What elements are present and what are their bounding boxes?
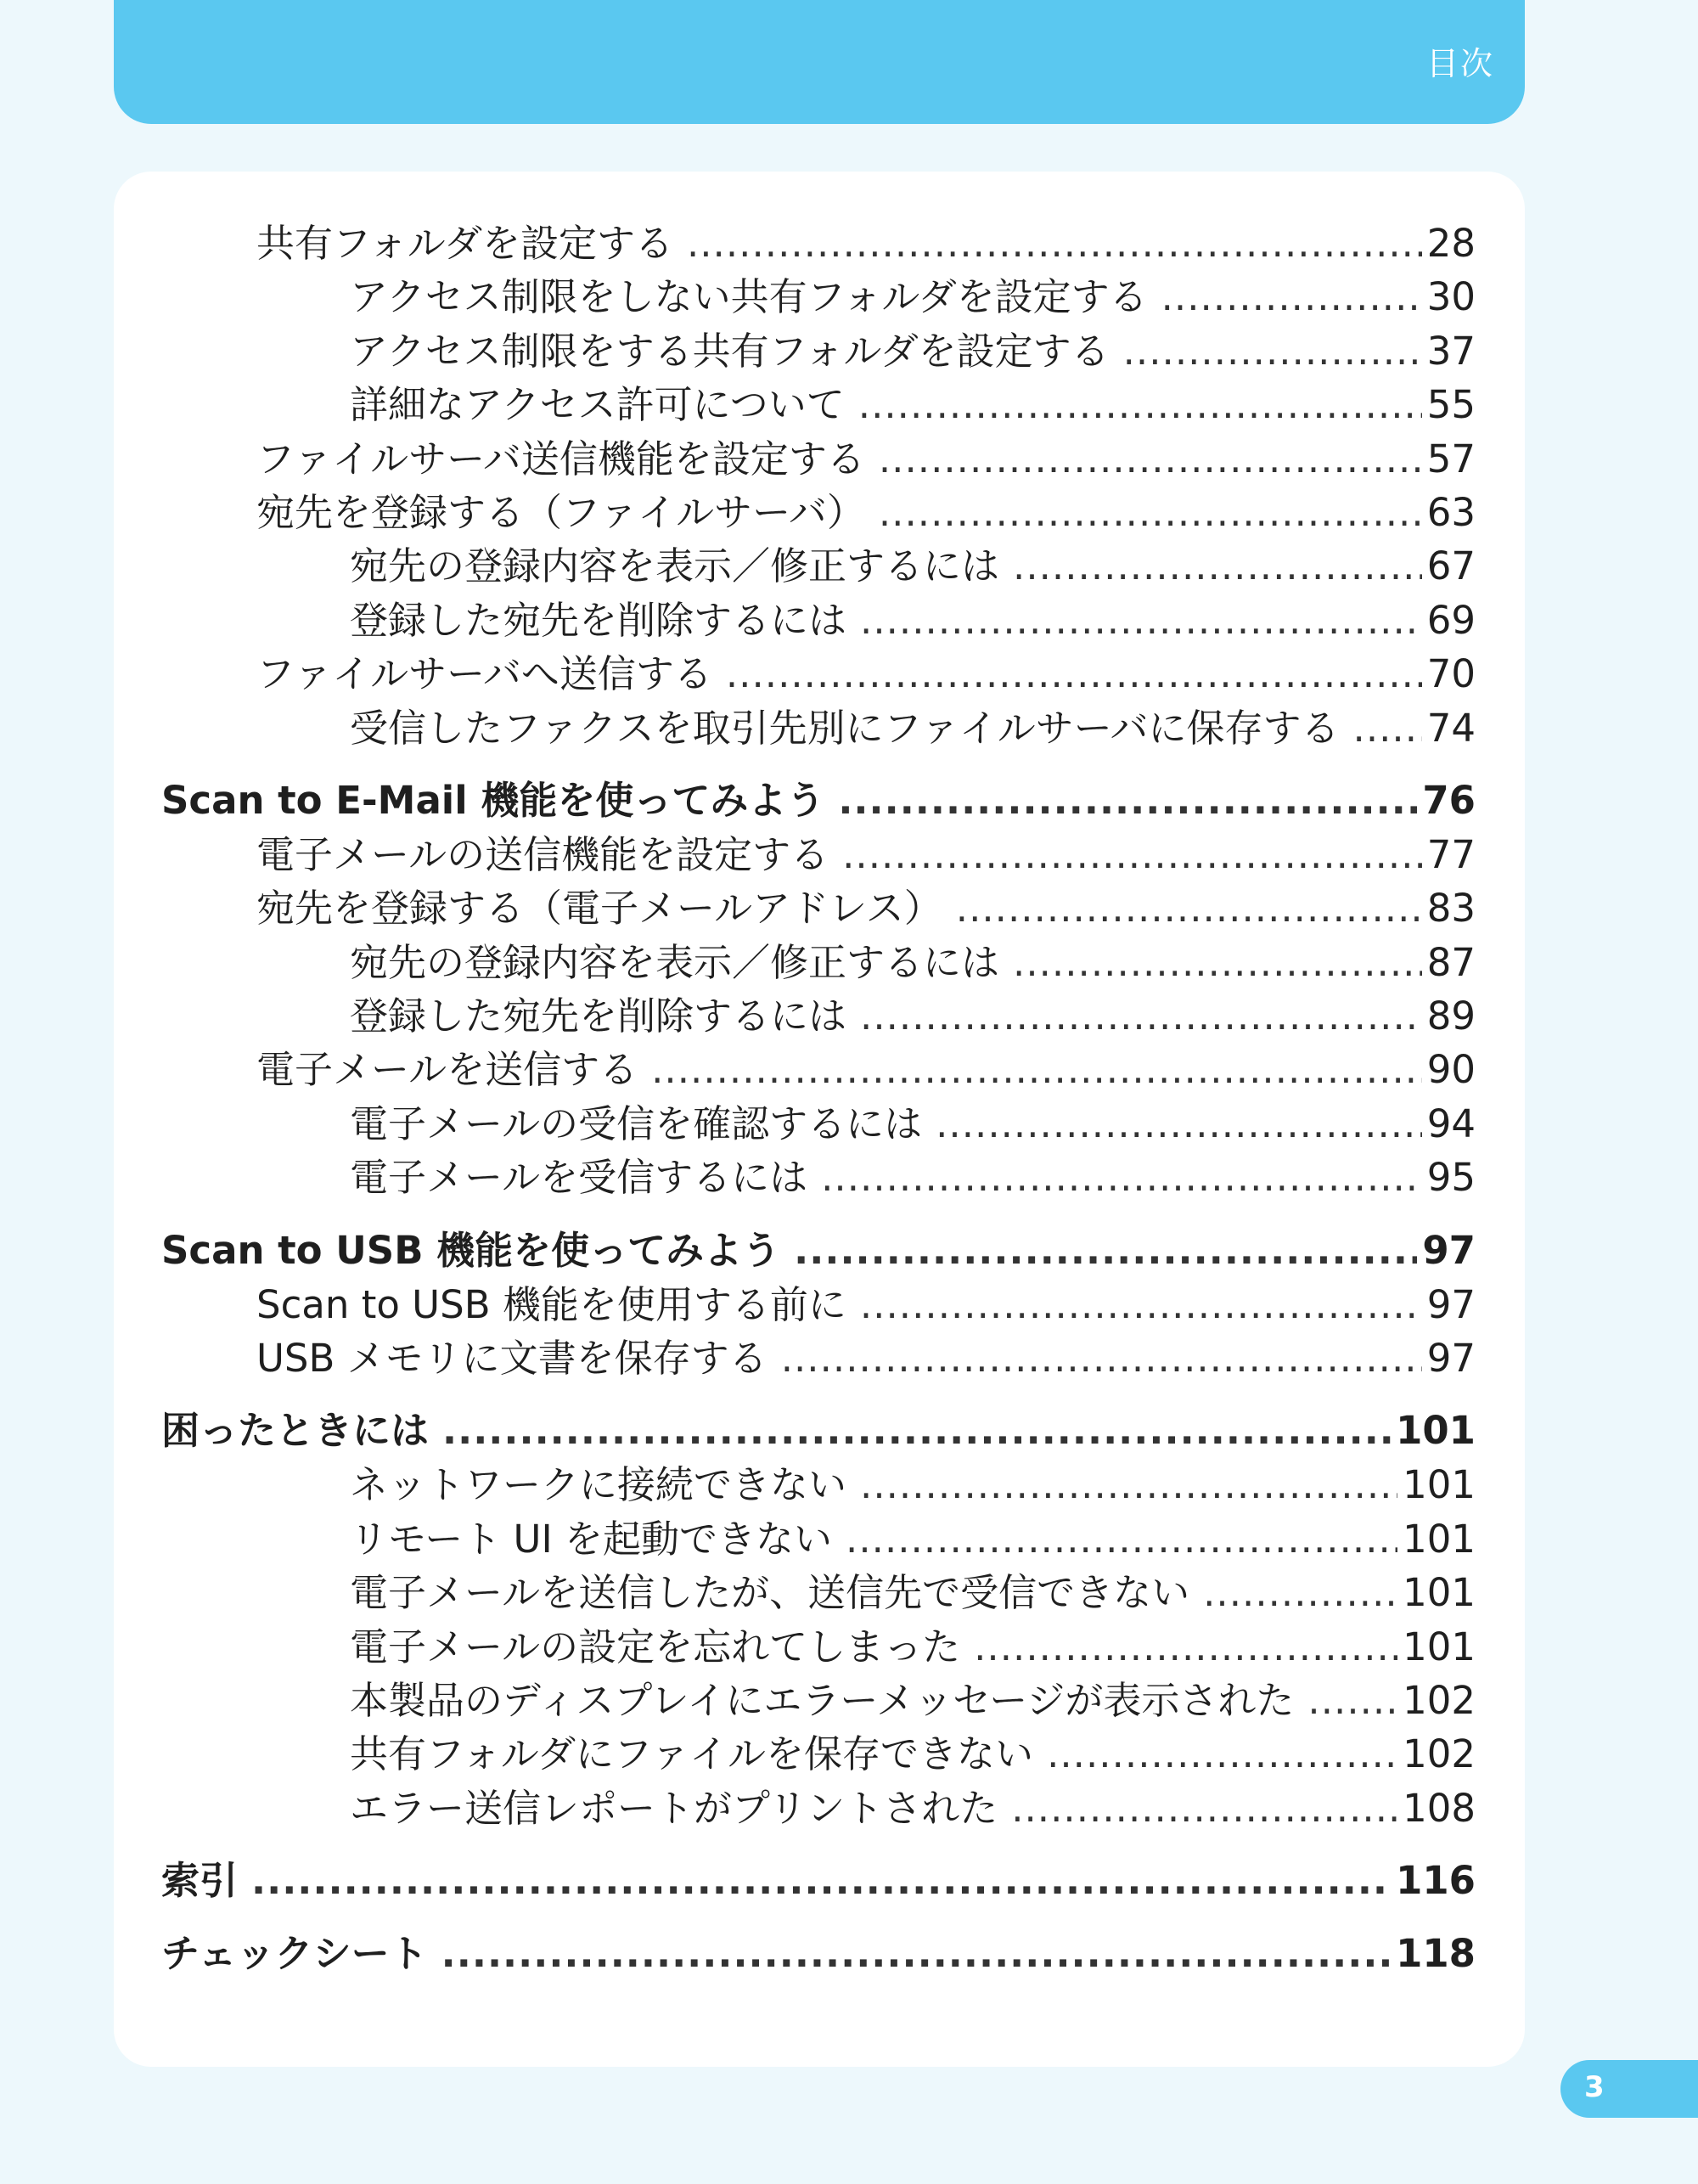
toc-entry-title: 電子メールの受信を確認するには xyxy=(350,1100,923,1146)
toc-entry-title: 電子メールの送信機能を設定する xyxy=(256,831,829,877)
toc-leader-dots xyxy=(821,1155,1422,1200)
toc-leader-dots xyxy=(651,1047,1422,1092)
toc-leader-dots xyxy=(860,1462,1397,1507)
toc-entry[interactable] xyxy=(161,932,1476,985)
toc-leader-dots xyxy=(1161,274,1422,319)
toc-entry-page: 37 xyxy=(1426,328,1476,374)
toc-entry-page: 70 xyxy=(1426,651,1476,697)
toc-leader-dots xyxy=(687,221,1422,266)
toc-entry-page: 101 xyxy=(1396,1408,1476,1454)
toc-entry-page: 95 xyxy=(1426,1155,1476,1201)
toc-section-entry[interactable] xyxy=(161,1831,1476,1904)
toc-entry-title: 電子メールの設定を忘れてしまった xyxy=(350,1624,961,1669)
toc-entry[interactable] xyxy=(161,1146,1476,1200)
toc-entry[interactable] xyxy=(161,374,1476,427)
toc-entry-title: 共有フォルダを設定する xyxy=(256,221,673,266)
toc-leader-dots xyxy=(858,382,1422,427)
toc-entry-title: 索引 xyxy=(161,1858,239,1904)
toc-leader-dots xyxy=(1013,940,1422,985)
toc-entry-title: リモート UI を起動できない xyxy=(350,1516,833,1562)
toc-entry-page: 102 xyxy=(1403,1677,1476,1723)
toc-leader-dots xyxy=(1011,1786,1397,1831)
toc-entry-page: 101 xyxy=(1403,1624,1476,1669)
table-of-contents xyxy=(161,212,1476,1977)
toc-entry-page: 89 xyxy=(1426,993,1476,1039)
toc-leader-dots xyxy=(1123,329,1422,374)
toc-entry-page: 69 xyxy=(1426,597,1476,643)
toc-entry-title: Scan to USB 機能を使ってみよう xyxy=(161,1227,781,1273)
toc-entry[interactable] xyxy=(161,1454,1476,1507)
toc-entry[interactable] xyxy=(161,643,1476,696)
toc-entry[interactable] xyxy=(161,1039,1476,1092)
toc-entry-page: 55 xyxy=(1426,382,1476,428)
toc-entry[interactable] xyxy=(161,535,1476,588)
toc-entry-page: 63 xyxy=(1426,489,1476,535)
toc-leader-dots xyxy=(974,1624,1397,1669)
toc-entry[interactable] xyxy=(161,697,1476,751)
toc-entry[interactable] xyxy=(161,1093,1476,1146)
toc-entry-title: 受信したファクスを取引先別にファイルサーバに保存する xyxy=(350,705,1340,751)
toc-panel xyxy=(114,172,1525,2067)
toc-entry-page: 97 xyxy=(1426,1281,1476,1327)
toc-entry[interactable] xyxy=(161,1508,1476,1562)
toc-entry[interactable] xyxy=(161,877,1476,931)
toc-entry-title: 宛先を登録する（ファイルサーバ） xyxy=(256,489,865,535)
toc-entry-page: 116 xyxy=(1396,1858,1476,1904)
toc-entry-title: 宛先を登録する（電子メールアドレス） xyxy=(256,886,942,932)
toc-entry-title: 電子メールを受信するには xyxy=(350,1155,808,1201)
toc-entry-title: Scan to E-Mail 機能を使ってみよう xyxy=(161,777,825,823)
toc-leader-dots xyxy=(956,886,1422,931)
toc-leader-dots xyxy=(251,1858,1391,1903)
toc-entry[interactable] xyxy=(161,266,1476,319)
toc-entry[interactable] xyxy=(161,1327,1476,1381)
toc-section-entry[interactable] xyxy=(161,751,1476,824)
toc-entry[interactable] xyxy=(161,824,1476,877)
toc-entry-title: 登録した宛先を削除するには xyxy=(350,597,847,643)
toc-entry[interactable] xyxy=(161,1616,1476,1669)
toc-entry-page: 67 xyxy=(1426,543,1476,589)
toc-section-entry[interactable] xyxy=(161,1381,1476,1454)
toc-leader-dots xyxy=(838,778,1417,823)
toc-entry-page: 102 xyxy=(1403,1731,1476,1777)
toc-entry-page: 101 xyxy=(1403,1570,1476,1616)
toc-entry-page: 101 xyxy=(1403,1462,1476,1508)
toc-entry-title: 詳細なアクセス許可について xyxy=(350,382,845,428)
toc-leader-dots xyxy=(860,993,1422,1039)
toc-leader-dots xyxy=(846,1517,1397,1562)
toc-entry-page: 118 xyxy=(1396,1931,1476,1977)
toc-leader-dots xyxy=(1203,1570,1397,1615)
toc-entry-page: 101 xyxy=(1403,1516,1476,1562)
toc-entry-page: 108 xyxy=(1403,1785,1476,1831)
header-bar xyxy=(114,0,1525,124)
toc-section-entry[interactable] xyxy=(161,1904,1476,1977)
toc-entry-page: 90 xyxy=(1426,1047,1476,1093)
toc-leader-dots xyxy=(1013,543,1422,588)
toc-entry-title: 宛先の登録内容を表示／修正するには xyxy=(350,939,1000,985)
toc-entry[interactable] xyxy=(161,1723,1476,1776)
toc-leader-dots xyxy=(860,598,1422,643)
toc-entry-page: 76 xyxy=(1422,777,1476,823)
toc-entry-page: 57 xyxy=(1426,436,1476,481)
toc-entry-title: アクセス制限をする共有フォルダを設定する xyxy=(350,328,1110,374)
toc-entry-title: 困ったときには xyxy=(161,1408,430,1454)
toc-entry-title: チェックシート xyxy=(161,1931,428,1977)
toc-leader-dots xyxy=(794,1228,1417,1273)
toc-leader-dots xyxy=(842,832,1422,877)
toc-section-entry[interactable] xyxy=(161,1201,1476,1274)
toc-leader-dots xyxy=(781,1336,1422,1381)
toc-entry-page: 28 xyxy=(1426,221,1476,266)
page-number-tab xyxy=(1560,2060,1698,2118)
toc-entry-title: 登録した宛先を削除するには xyxy=(350,993,847,1039)
toc-entry[interactable] xyxy=(161,1669,1476,1723)
toc-entry-title: 共有フォルダにファイルを保存できない xyxy=(350,1731,1034,1777)
toc-entry-title: 電子メールを送信したが、送信先で受信できない xyxy=(350,1570,1190,1616)
toc-entry-page: 74 xyxy=(1426,705,1476,751)
toc-entry-page: 83 xyxy=(1426,886,1476,932)
toc-leader-dots xyxy=(441,1931,1391,1976)
toc-entry-page: 94 xyxy=(1426,1100,1476,1146)
toc-entry[interactable] xyxy=(161,1562,1476,1615)
toc-entry-title: エラー送信レポートがプリントされた xyxy=(350,1785,998,1831)
toc-leader-dots xyxy=(726,651,1422,696)
toc-entry[interactable] xyxy=(161,589,1476,643)
toc-entry-title: ネットワークに接続できない xyxy=(350,1462,847,1508)
toc-entry-title: Scan to USB 機能を使用する前に xyxy=(256,1281,846,1327)
toc-entry-title: アクセス制限をしない共有フォルダを設定する xyxy=(350,274,1148,320)
toc-entry-page: 30 xyxy=(1426,274,1476,320)
toc-entry-page: 97 xyxy=(1422,1227,1476,1273)
toc-leader-dots xyxy=(879,436,1422,481)
toc-entry-page: 97 xyxy=(1426,1336,1476,1382)
toc-leader-dots xyxy=(936,1101,1422,1146)
toc-leader-dots xyxy=(1047,1731,1397,1776)
toc-entry-title: 本製品のディスプレイにエラーメッセージが表示された xyxy=(350,1677,1295,1723)
toc-entry-title: 宛先の登録内容を表示／修正するには xyxy=(350,543,1000,589)
toc-entry[interactable] xyxy=(161,985,1476,1039)
toc-entry[interactable] xyxy=(161,428,1476,481)
toc-entry[interactable] xyxy=(161,1777,1476,1831)
toc-leader-dots xyxy=(442,1408,1391,1453)
toc-entry-title: ファイルサーバへ送信する xyxy=(256,651,712,697)
toc-entry-title: ファイルサーバ送信機能を設定する xyxy=(256,436,865,481)
toc-leader-dots xyxy=(1307,1678,1397,1723)
toc-entry-title: USB メモリに文書を保存する xyxy=(256,1336,767,1382)
toc-entry-title: 電子メールを送信する xyxy=(256,1047,638,1093)
header-title: 目次 xyxy=(1425,45,1494,82)
toc-leader-dots xyxy=(860,1282,1422,1327)
toc-entry[interactable] xyxy=(161,212,1476,266)
page-number: 3 xyxy=(1584,2070,1605,2104)
toc-entry[interactable] xyxy=(161,481,1476,535)
toc-entry[interactable] xyxy=(161,320,1476,374)
toc-entry-page: 77 xyxy=(1426,831,1476,877)
toc-entry[interactable] xyxy=(161,1274,1476,1327)
toc-leader-dots xyxy=(879,490,1422,535)
toc-entry-page: 87 xyxy=(1426,939,1476,985)
toc-leader-dots xyxy=(1353,706,1422,751)
